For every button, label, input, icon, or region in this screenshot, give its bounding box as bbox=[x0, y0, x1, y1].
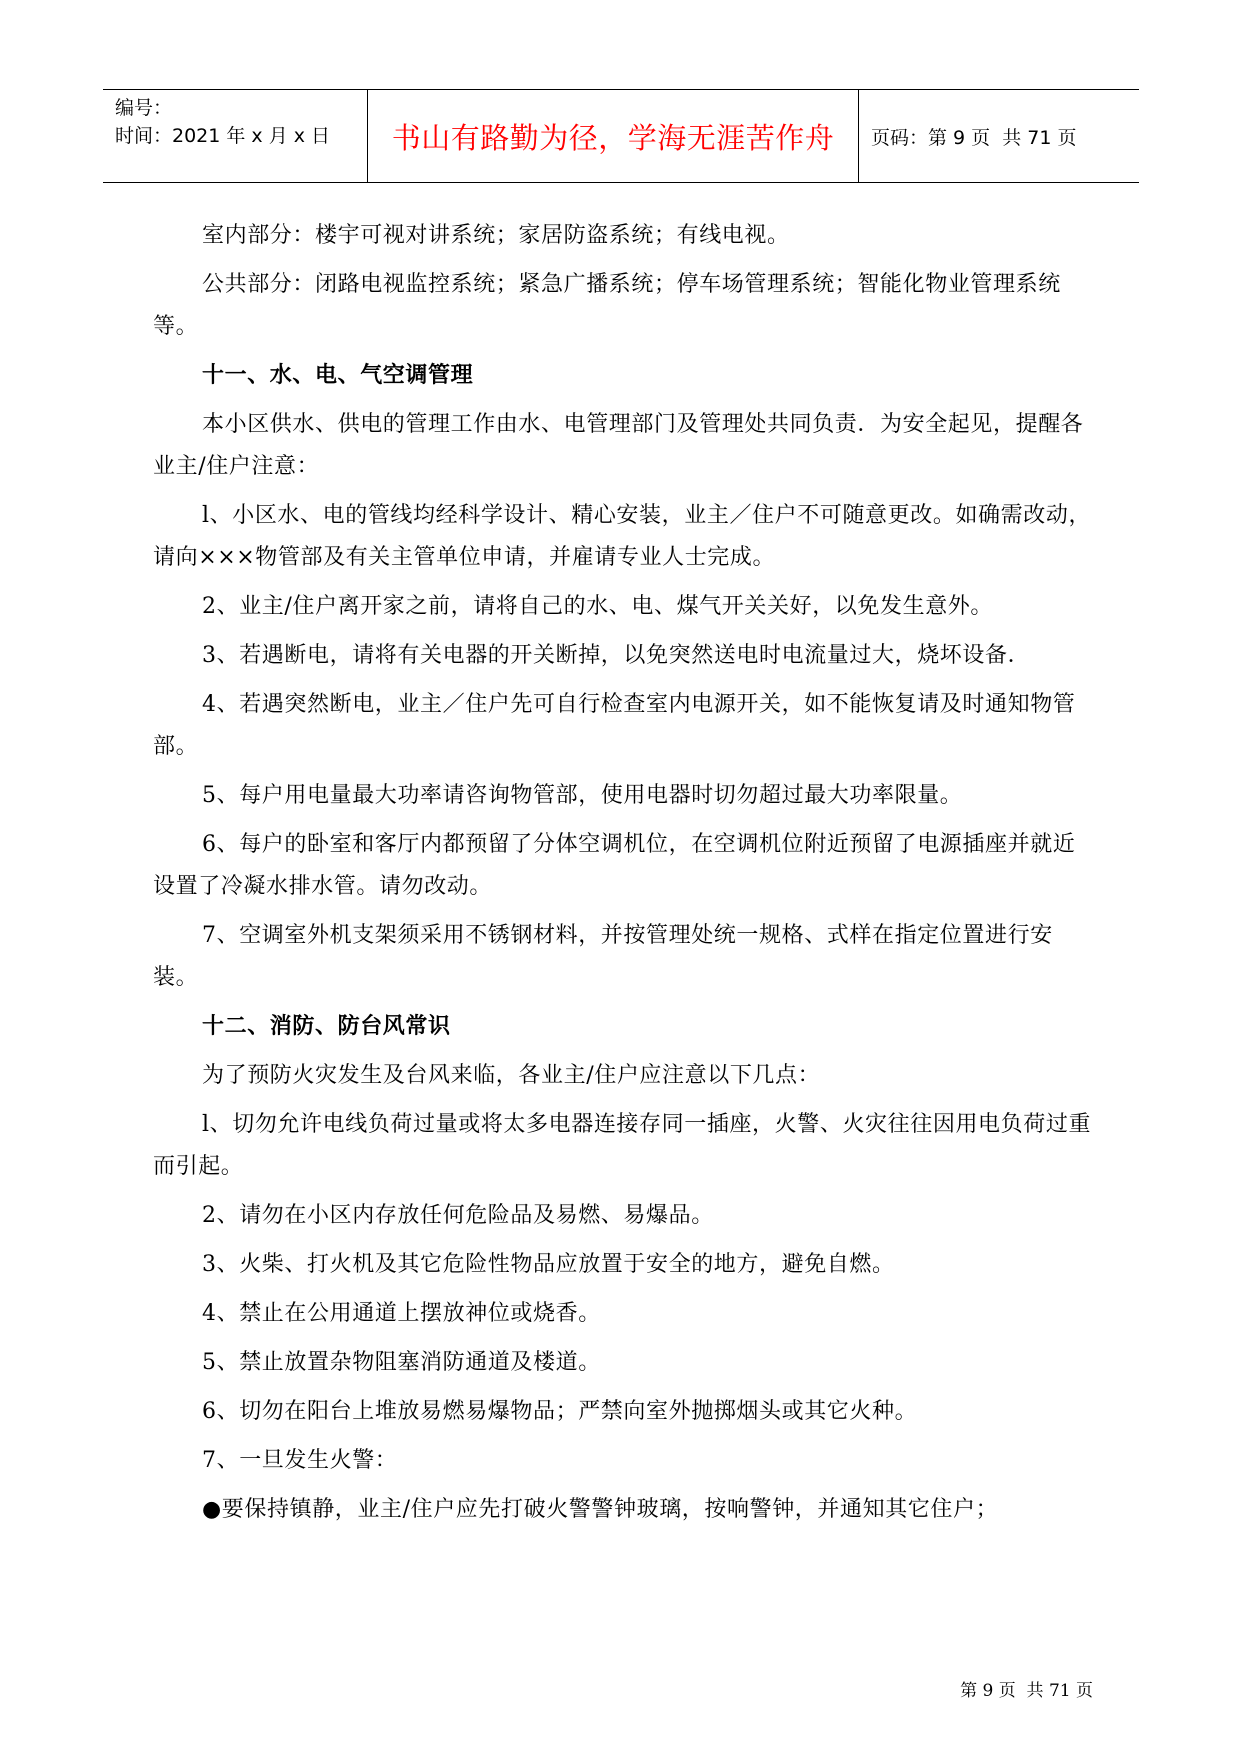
list-item: 6、每户的卧室和客厅内都预留了分体空调机位，在空调机位附近预留了电源插座并就近设置了冷凝水排水管。请勿改动。 bbox=[153, 832, 1076, 899]
list-item: 6、切勿在阳台上堆放易燃易爆物品；严禁向室外抛掷烟头或其它火种。 bbox=[202, 1399, 918, 1424]
document-number-label: 编号： bbox=[115, 97, 173, 119]
list-item: 2、请勿在小区内存放任何危险品及易燃、易爆品。 bbox=[202, 1203, 714, 1228]
list-item: 5、禁止放置杂物阻塞消防通道及楼道。 bbox=[202, 1350, 601, 1375]
header-page-number: 页码：第 9 页 共 71 页 bbox=[871, 126, 1077, 149]
list-item: 7、空调室外机支架须采用不锈钢材料，并按管理处统一规格、式样在指定位置进行安装。 bbox=[153, 923, 1053, 990]
list-item: 3、若遇断电，请将有关电器的开关断掉，以免突然送电时电流量过大，烧坏设备． bbox=[202, 643, 1031, 668]
list-item: 4、若遇突然断电，业主／住户先可自行检查室内电源开关，如不能恢复请及时通知物管部。 bbox=[153, 692, 1076, 759]
list-item: 5、每户用电量最大功率请咨询物管部，使用电器时切勿超过最大功率限量。 bbox=[202, 783, 963, 808]
section-heading: 十二、消防、防台风常识 bbox=[202, 1014, 451, 1039]
header-meta bbox=[115, 94, 355, 150]
list-item: 2、业主/住户离开家之前，请将自己的水、电、煤气开关关好，以免发生意外。 bbox=[202, 594, 994, 619]
paragraph: 为了预防火灾发生及台风来临，各业主/住户应注意以下几点： bbox=[202, 1063, 821, 1088]
list-item: l、小区水、电的管线均经科学设计、精心安装，业主／住户不可随意更改。如确需改动，请向×××物管部及有关主管单位申请，并雇请专业人士完成。 bbox=[153, 503, 1092, 570]
page-header bbox=[103, 89, 1139, 183]
paragraph: 公共部分：闭路电视监控系统；紧急广播系统；停车场管理系统；智能化物业管理系统等。 bbox=[153, 272, 1061, 339]
header-divider bbox=[858, 90, 859, 182]
list-item: 7、一旦发生火警： bbox=[202, 1448, 398, 1473]
page-footer: 第 9 页 共 71 页 bbox=[960, 1681, 1093, 1701]
document-time-label: 时间：2021 年 x 月 x 日 bbox=[115, 125, 331, 147]
list-item: 4、禁止在公用通道上摆放神位或烧香。 bbox=[202, 1301, 601, 1326]
bullet-item: ●要保持镇静，业主/住户应先打破火警警钟玻璃，按响警钟，并通知其它住户； bbox=[202, 1497, 999, 1522]
list-item: l、切勿允许电线负荷过量或将太多电器连接存同一插座，火警、火灾往往因用电负荷过重而引起。 bbox=[153, 1112, 1092, 1179]
section-heading: 十一、水、电、气空调管理 bbox=[202, 363, 474, 388]
header-motto: 书山有路勤为径，学海无涯苦作舟 bbox=[391, 120, 835, 155]
list-item: 3、火柴、打火机及其它危险性物品应放置于安全的地方，避免自燃。 bbox=[202, 1252, 895, 1277]
document-body bbox=[153, 215, 1093, 1531]
paragraph: 室内部分：楼宇可视对讲系统；家居防盗系统；有线电视。 bbox=[202, 223, 790, 248]
paragraph: 本小区供水、供电的管理工作由水、电管理部门及管理处共同负责．为安全起见，提醒各业主/住户注意： bbox=[153, 412, 1084, 479]
